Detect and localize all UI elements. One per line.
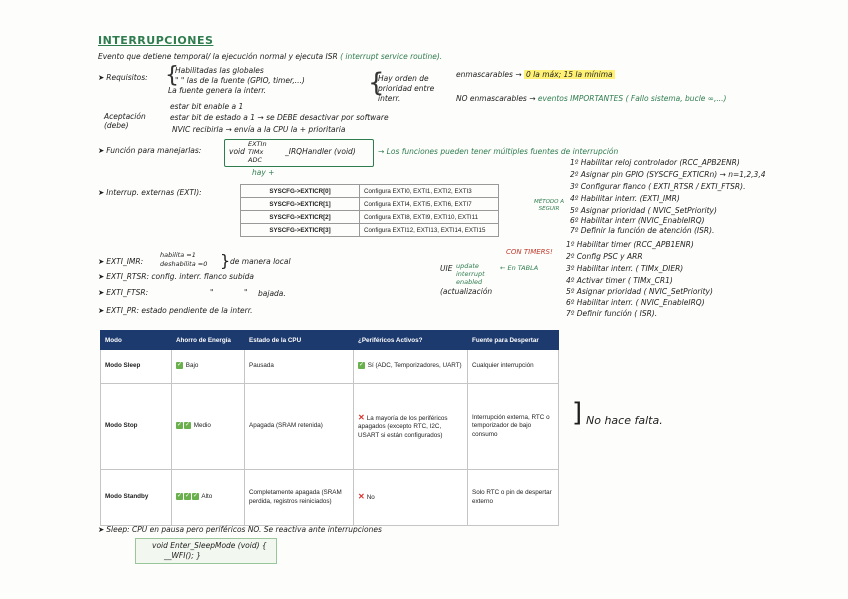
mode-name: Modo Stop — [101, 384, 172, 470]
table-row — [101, 384, 559, 470]
timer-step: 5º Asignar prioridad ( NVIC_SetPriority) — [566, 287, 713, 296]
exti-imr-label: ➤ EXTI_IMR: — [98, 257, 144, 266]
no-enmascarables: NO enmascarables → eventos IMPORTANTES ( Fallo sistema, bucle ∞,...) — [456, 94, 727, 103]
column-header: Fuente para Despertar — [468, 331, 559, 350]
enmascarables: enmascarables → 0 la máx; 15 la mínima — [456, 70, 613, 79]
mode-perif: ✕ La mayoría de los periféricos apagados (excepto RTC, I2C, USART si están configurados) — [354, 384, 468, 470]
exti-imr-note: de manera local — [230, 257, 291, 266]
exti-step: 7º Definir la función de atención (ISR). — [570, 226, 715, 235]
check-icon: ✓ — [192, 493, 199, 500]
timer-step: 6º Habilitar interr. ( NVIC_EnableIRQ) — [566, 298, 705, 307]
cross-icon: ✕ — [358, 492, 365, 502]
column-header: Modo — [101, 331, 172, 350]
exti-reg: SYSCFG->EXTICR[0] — [241, 185, 360, 198]
modes-table — [100, 330, 559, 526]
table-row — [101, 470, 559, 526]
intro-text: Evento que detiene temporal/ la ejecución normal y ejecuta ISR ( interrupt service routine). — [98, 52, 443, 61]
exti-ftsr-label: ➤ EXTI_FTSR: — [98, 288, 149, 297]
check-icon: ✓ — [358, 362, 365, 369]
exti-label: ➤ Interrup. externas (EXTI): — [98, 188, 202, 197]
check-icon: ✓ — [176, 362, 183, 369]
aceptacion-item-2: estar bit de estado a 1 → se DEBE desactivar por software — [170, 113, 389, 122]
check-icon: ✓ — [184, 422, 191, 429]
check-icon: ✓ — [176, 493, 183, 500]
exti-reg: SYSCFG->EXTICR[3] — [241, 224, 360, 237]
mode-cpu: Completamente apagada (SRAM perdida, registros reiniciados) — [245, 470, 354, 526]
exti-step: 1º Habilitar reloj controlador (RCC_APB2ENR) — [570, 158, 740, 167]
exti-reg: SYSCFG->EXTICR[2] — [241, 211, 360, 224]
timer-step: 4º Activar timer ( TIMx_CR1) — [566, 276, 673, 285]
table-row — [101, 350, 559, 384]
aceptacion-item-1: estar bit enable a 1 — [170, 102, 244, 111]
exti-step: 2º Asignar pin GPIO (SYSCFG_EXTICRn) → n=1,2,3,4 — [570, 170, 766, 179]
column-header: Ahorro de Energía — [172, 331, 245, 350]
order-note: Hay orden de prioridad entre interr. — [378, 74, 435, 103]
timer-step: 7º Definir función ( ISR). — [566, 309, 658, 318]
exti-step: 5º Asignar prioridad ( NVIC_SetPriority) — [570, 206, 717, 215]
side-note: No hace falta. — [586, 414, 663, 427]
mode-perif: ✕ No — [354, 470, 468, 526]
code-line: __WFI(); } — [164, 551, 201, 560]
exti-step: 6º Habilitar interr (NVIC_EnableIRQ) — [570, 216, 705, 225]
check-icon: ✓ — [184, 493, 191, 500]
mode-perif: ✓ Sí (ADC, Temporizadores, UART) — [354, 350, 468, 384]
uie-tabla: ← En TABLA — [500, 264, 539, 272]
table-row — [241, 224, 499, 237]
timer-step: 1º Habilitar timer (RCC_APB1ENR) — [566, 240, 694, 249]
table-row — [241, 211, 499, 224]
metodo-a-seguir: MÉTODO A SEGUIR — [534, 199, 564, 212]
cross-icon: ✕ — [358, 412, 365, 422]
mode-cpu: Apagada (SRAM retenida) — [245, 384, 354, 470]
page-title: INTERRUPCIONES — [98, 34, 214, 47]
timer-step: 2º Config PSC y ARR — [566, 252, 643, 261]
uie-text: update interrupt enabled — [456, 262, 485, 286]
aceptacion-item-3: NVIC recibirla → envía a la CPU la + prioritaria — [172, 125, 346, 134]
exti-desc: Configura EXTI8, EXTI9, EXTI10, EXTI11 — [360, 211, 499, 224]
sleep-code-box — [135, 538, 277, 564]
exti-desc: Configura EXTI12, EXTI13, EXTI14, EXTI15 — [360, 224, 499, 237]
requisitos-brace: { — [165, 63, 179, 88]
mode-name: Modo Standby — [101, 470, 172, 526]
funcion-sources: EXTIn TIMx ADC — [248, 140, 267, 164]
table-header-row — [101, 331, 559, 350]
mode-name: Modo Sleep — [101, 350, 172, 384]
mode-fuente: Cualquier interrupción — [468, 350, 559, 384]
exti-rtsr: ➤ EXTI_RTSR: config. interr. flanco subida — [98, 272, 255, 281]
table-row — [241, 185, 499, 198]
sleep-text: ➤ Sleep: CPU en pausa pero periféricos NO. Se reactiva ante interrupciones — [98, 525, 382, 534]
exti-pr: ➤ EXTI_PR: estado pendiente de la interr. — [98, 306, 253, 315]
column-header: ¿Periféricos Activos? — [354, 331, 468, 350]
uie-act: (actualización — [440, 287, 493, 296]
table-row — [241, 198, 499, 211]
exti-imr-vals: habilita =1 deshabilita =0 — [160, 251, 208, 268]
exti-desc: Configura EXTI0, EXTI1, EXTI2, EXTI3 — [360, 185, 499, 198]
aceptacion-label: Aceptación (debe) — [104, 112, 146, 130]
mode-fuente: Solo RTC o pin de despertar externo — [468, 470, 559, 526]
exti-ftsr-note: bajada. — [258, 289, 286, 298]
funcion-void: void — [229, 147, 245, 156]
mode-ahorro: ✓ ✓ Medio — [172, 384, 245, 470]
funcion-label: ➤ Función para manejarlas: — [98, 146, 202, 155]
exti-ftsr-quote1: " — [210, 288, 214, 297]
check-icon: ✓ — [176, 422, 183, 429]
mode-fuente: Interrupción externa, RTC o temporizador de bajo consumo — [468, 384, 559, 470]
timer-step: 3º Habilitar interr. ( TIMx_DIER) — [566, 264, 684, 273]
con-timers: CON TIMERS! — [506, 248, 553, 256]
order-brace: { — [368, 68, 385, 98]
mode-ahorro: ✓ ✓ ✓ Alto — [172, 470, 245, 526]
imr-brace: } — [220, 251, 231, 270]
exti-step: 3º Configurar flanco ( EXTI_RTSR / EXTI_FTSR). — [570, 182, 746, 191]
requisitos-item-2: " " las de la fuente (GPIO, timer,...) — [175, 76, 305, 85]
exti-desc: Configura EXTI4, EXTI5, EXTI6, EXTI7 — [360, 198, 499, 211]
mode-ahorro: ✓ Bajo — [172, 350, 245, 384]
code-line: void Enter_SleepMode (void) { — [152, 541, 267, 550]
uie-label: UIE — [440, 264, 453, 273]
side-bracket: ] — [572, 398, 583, 428]
funcion-note: → Los funciones pueden tener múltiples fuentes de interrupción — [378, 147, 619, 156]
exti-ftsr-quote2: " — [244, 288, 248, 297]
exti-reg: SYSCFG->EXTICR[1] — [241, 198, 360, 211]
column-header: Estado de la CPU — [245, 331, 354, 350]
mode-cpu: Pausada — [245, 350, 354, 384]
requisitos-label: ➤ Requisitos: — [98, 73, 148, 82]
requisitos-item-1: Habilitadas las globales — [175, 66, 264, 75]
requisitos-item-3: La fuente genera la interr. — [168, 86, 266, 95]
exti-step: 4º Habilitar interr. (EXTI_IMR) — [570, 194, 680, 203]
funcion-hay: hay + — [252, 168, 275, 177]
exti-table — [240, 184, 499, 237]
funcion-handler: _IRQHandler (void) — [285, 147, 356, 156]
